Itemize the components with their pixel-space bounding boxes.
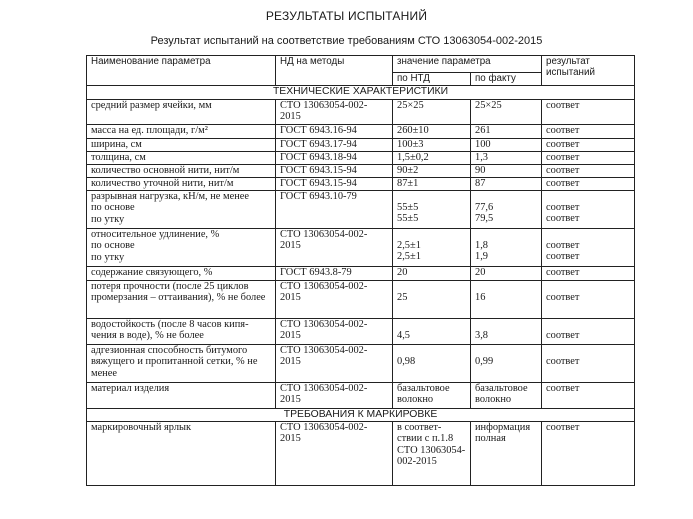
table-row bbox=[87, 281, 635, 319]
cell-nd: СТО 13063054-002-2015 bbox=[276, 422, 393, 486]
header-param: Наименование параметра bbox=[87, 56, 276, 86]
value-warp: 2,5±1 bbox=[397, 240, 421, 251]
cell-param: водостойкость (после 8 часов кипя- чения в воде), % не более bbox=[87, 319, 276, 345]
header-nd: НД на методы bbox=[276, 56, 393, 86]
cell-result bbox=[542, 345, 635, 383]
value: 25 bbox=[397, 292, 408, 303]
cell-param: масса на ед. площади, г/м² bbox=[87, 125, 276, 139]
param-label: разрывная нагрузка, кН/м, не менее bbox=[91, 191, 249, 202]
value-weft: 1,9 bbox=[475, 251, 488, 263]
section-marking bbox=[87, 409, 635, 422]
cell-ntd bbox=[393, 229, 471, 267]
cell-result: соответ bbox=[542, 422, 635, 486]
cell-nd: ГОСТ 6943.15-94 bbox=[276, 165, 393, 178]
cell-ntd: в соответ- ствии с п.1.8 СТО 13063054- 002-2015 bbox=[393, 422, 471, 486]
cell-ntd: 100±3 bbox=[393, 139, 471, 152]
cell-ntd bbox=[393, 319, 471, 345]
cell-param bbox=[87, 229, 276, 267]
header-result: результат испытаний bbox=[542, 56, 635, 86]
cell-fact bbox=[471, 229, 542, 267]
cell-param: количество уточной нити, нит/м bbox=[87, 178, 276, 191]
cell-nd: ГОСТ 6943.17-94 bbox=[276, 139, 393, 152]
cell-fact: базальтовое волокно bbox=[471, 383, 542, 409]
value: 0,99 bbox=[475, 356, 494, 367]
value-warp: 77,6 bbox=[475, 202, 494, 213]
cell-ntd bbox=[393, 191, 471, 229]
cell-fact: 100 bbox=[471, 139, 542, 152]
cell-nd: СТО 13063054-002-2015 bbox=[276, 345, 393, 383]
value-weft: 2,5±1 bbox=[397, 251, 421, 263]
table-row bbox=[87, 345, 635, 383]
table-row bbox=[87, 139, 635, 152]
cell-nd: ГОСТ 6943.8-79 bbox=[276, 267, 393, 281]
cell-fact: информация полная bbox=[471, 422, 542, 486]
cell-fact bbox=[471, 191, 542, 229]
cell-fact: 20 bbox=[471, 267, 542, 281]
param-sub-warp: по основе bbox=[91, 202, 135, 214]
cell-nd: СТО 13063054-002-2015 bbox=[276, 319, 393, 345]
cell-fact bbox=[471, 281, 542, 319]
cell-ntd: базальтовое волокно bbox=[393, 383, 471, 409]
value: 3,8 bbox=[475, 330, 488, 341]
cell-nd: СТО 13063054-002-2015 bbox=[276, 383, 393, 409]
cell-param: ширина, см bbox=[87, 139, 276, 152]
cell-fact bbox=[471, 319, 542, 345]
cell-param: маркировочный ярлык bbox=[87, 422, 276, 486]
cell-ntd: 1,5±0,2 bbox=[393, 152, 471, 165]
param-label: относительное удлинение, % bbox=[91, 229, 220, 240]
value: 4,5 bbox=[397, 330, 410, 341]
cell-result: соответ bbox=[542, 125, 635, 139]
cell-param: материал изделия bbox=[87, 383, 276, 409]
value: соответ bbox=[546, 330, 580, 341]
table-row bbox=[87, 229, 635, 267]
document-title: РЕЗУЛЬТАТЫ ИСПЫТАНИЙ bbox=[265, 9, 428, 23]
value-warp: 1,8 bbox=[475, 240, 488, 251]
cell-param bbox=[87, 191, 276, 229]
cell-result bbox=[542, 229, 635, 267]
cell-ntd: 20 bbox=[393, 267, 471, 281]
cell-result: соответ bbox=[542, 267, 635, 281]
document-subtitle: Результат испытаний на соответствие требованиям СТО 13063054-002-2015 bbox=[150, 35, 543, 47]
cell-nd: СТО 13063054-002-2015 bbox=[276, 281, 393, 319]
cell-fact: 90 bbox=[471, 165, 542, 178]
cell-ntd: 87±1 bbox=[393, 178, 471, 191]
results-table bbox=[86, 55, 635, 486]
table-row bbox=[87, 267, 635, 281]
cell-result: соответ bbox=[542, 100, 635, 125]
cell-result bbox=[542, 281, 635, 319]
cell-result: соответ bbox=[542, 165, 635, 178]
table-row bbox=[87, 319, 635, 345]
table-row bbox=[87, 383, 635, 409]
cell-result bbox=[542, 191, 635, 229]
cell-param: средний размер ячейки, мм bbox=[87, 100, 276, 125]
cell-result: соответ bbox=[542, 139, 635, 152]
table-row bbox=[87, 191, 635, 229]
cell-nd: ГОСТ 6943.18-94 bbox=[276, 152, 393, 165]
param-sub-warp: по основе bbox=[91, 240, 135, 252]
header-value: значение параметра bbox=[393, 56, 542, 73]
cell-fact: 25×25 bbox=[471, 100, 542, 125]
cell-param: количество основной нити, нит/м bbox=[87, 165, 276, 178]
cell-result: соответ bbox=[542, 178, 635, 191]
value: соответ bbox=[546, 356, 580, 367]
value: 0,98 bbox=[397, 356, 416, 367]
cell-result: соответ bbox=[542, 383, 635, 409]
cell-ntd: 90±2 bbox=[393, 165, 471, 178]
cell-result bbox=[542, 319, 635, 345]
value: соответ bbox=[546, 292, 580, 303]
cell-param: толщина, см bbox=[87, 152, 276, 165]
table-row bbox=[87, 178, 635, 191]
cell-param: потеря прочности (после 25 циклов промерзания – оттаивания), % не более bbox=[87, 281, 276, 319]
cell-nd: ГОСТ 6943.10-79 bbox=[276, 191, 393, 229]
cell-param: адгезионная способность битумого вяжущего и пропитанной сетки, % не менее bbox=[87, 345, 276, 383]
section-title: ТРЕБОВАНИЯ К МАРКИРОВКЕ bbox=[87, 409, 635, 422]
cell-fact: 1,3 bbox=[471, 152, 542, 165]
cell-ntd bbox=[393, 281, 471, 319]
value-weft: 55±5 bbox=[397, 213, 419, 225]
cell-ntd: 260±10 bbox=[393, 125, 471, 139]
result-weft: соответ bbox=[546, 213, 580, 225]
header-ntd: по НТД bbox=[393, 73, 471, 86]
table-row bbox=[87, 125, 635, 139]
table-row bbox=[87, 165, 635, 178]
cell-nd: ГОСТ 6943.16-94 bbox=[276, 125, 393, 139]
cell-param: содержание связующего, % bbox=[87, 267, 276, 281]
table-row bbox=[87, 422, 635, 486]
cell-result: соответ bbox=[542, 152, 635, 165]
value: 16 bbox=[475, 292, 486, 303]
cell-nd: СТО 13063054-002-2015 bbox=[276, 229, 393, 267]
param-sub-weft: по утку bbox=[91, 251, 125, 263]
result-warp: соответ bbox=[546, 202, 580, 213]
cell-nd: СТО 13063054-002-2015 bbox=[276, 100, 393, 125]
value-warp: 55±5 bbox=[397, 202, 419, 213]
result-weft: соответ bbox=[546, 251, 580, 263]
value-weft: 79,5 bbox=[475, 213, 494, 225]
cell-fact: 261 bbox=[471, 125, 542, 139]
cell-nd: ГОСТ 6943.15-94 bbox=[276, 178, 393, 191]
cell-ntd: 25×25 bbox=[393, 100, 471, 125]
param-sub-weft: по утку bbox=[91, 213, 125, 225]
cell-fact bbox=[471, 345, 542, 383]
cell-fact: 87 bbox=[471, 178, 542, 191]
section-title: ТЕХНИЧЕСКИЕ ХАРАКТЕРИСТИКИ bbox=[87, 86, 635, 100]
header-fact: по факту bbox=[471, 73, 542, 86]
section-tech bbox=[87, 86, 635, 100]
table-row bbox=[87, 100, 635, 125]
result-warp: соответ bbox=[546, 240, 580, 251]
header-row bbox=[87, 56, 635, 73]
cell-ntd bbox=[393, 345, 471, 383]
table-row bbox=[87, 152, 635, 165]
